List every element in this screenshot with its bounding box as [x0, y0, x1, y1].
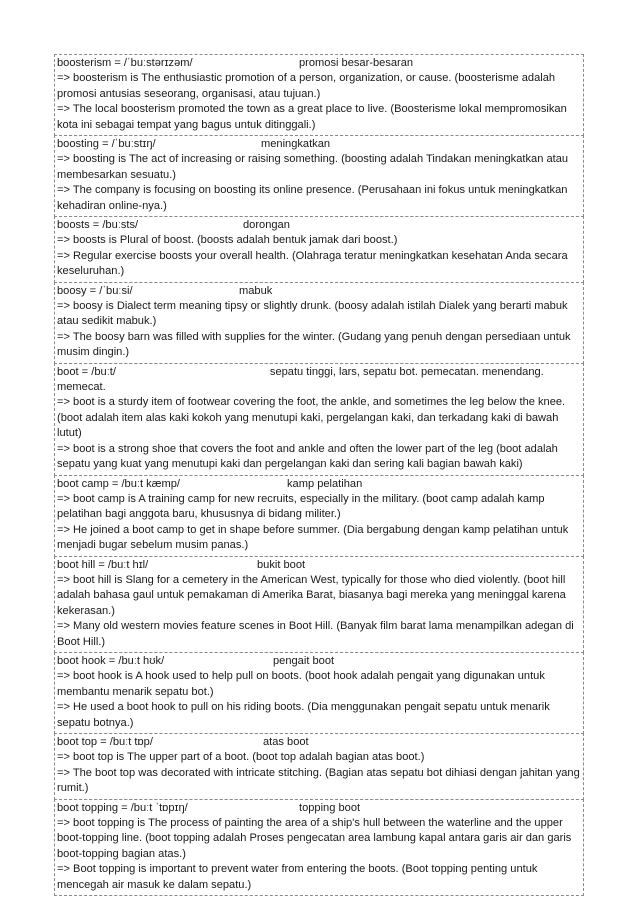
entry-gloss: kamp pelatihan [287, 477, 363, 490]
entry-gloss: dorongan [243, 219, 290, 232]
dictionary-entry [54, 652, 584, 734]
entry-definition: => boosy is Dialect term meaning tipsy or slightly drunk. (boosy adalah istilah Dialek yang berarti mabuk atau sedikit mabuk.) [57, 300, 568, 328]
dictionary-entry [54, 363, 584, 476]
entry-definition: => boosts is Plural of boost. (boosts adalah bentuk jamak dari boost.) [57, 234, 398, 247]
entry-headline [57, 558, 581, 573]
entry-headline [57, 218, 581, 233]
dictionary-entry [54, 556, 584, 653]
entry-gloss: pengait boot [273, 654, 335, 667]
entry-definition: => boot camp is A training camp for new recruits, especially in the military. (boot camp adalah kamp pelatihan bagi anggota baru, khususnya di bidang militer.) [57, 492, 545, 521]
dictionary-entry [54, 475, 584, 557]
dictionary-entry [54, 733, 584, 800]
entry-example: => The local boosterism promoted the town as a great place to live. (Boosterisme lokal mempromosikan kota ini sebagai tempat yang bagus untuk ditinggali.) [57, 103, 567, 131]
entry-headword: boot hill = /buːt hɪl/ [57, 558, 149, 571]
entry-definition: => boot hook is A hook used to help pull on boots. (boot hook adalah pengait yang digunakan untuk membantu menarik sepatu bot.) [57, 670, 545, 698]
dictionary-page [54, 55, 584, 896]
entry-gloss: promosi besar-besaran [299, 57, 414, 69]
entry-example: => The boosy barn was filled with supplies for the winter. (Gudang yang penuh dengan persediaan untuk musim dingin.) [57, 330, 571, 359]
entry-definition: => boosterism is The enthusiastic promotion of a person, organization, or cause. (boosterisme adalah promosi antusias seseorang, organisasi, atau tujuan.) [57, 72, 556, 100]
entry-headline [57, 477, 581, 492]
entry-example: => Regular exercise boosts your overall health. (Olahraga teratur meningkatkan kesehatan Anda secara keseluruhan.) [57, 249, 568, 278]
entry-gloss: bukit boot [257, 558, 306, 571]
dictionary-entry [54, 135, 584, 217]
entry-gloss: meningkatkan [261, 138, 331, 151]
entry-definition: => boot hill is Slang for a cemetery in the American West, typically for those who died violently. (boot hill adalah bahasa gaul untuk pemakaman di Amerika Barat, biasanya bagi mereka yang meninggal karena kekerasan.) [57, 573, 566, 617]
entry-headword: boosterism = /ˈbuːstərɪzəm/ [57, 57, 193, 69]
dictionary-entry [54, 799, 584, 896]
entry-example: => The company is focusing on boosting its online presence. (Perusahaan ini fokus untuk meningkatkan kehadiran online-nya.) [57, 184, 568, 212]
entry-headword: boosts = /buːsts/ [57, 219, 139, 232]
entry-gloss: mabuk [239, 284, 273, 297]
entry-headword: boot hook = /buːt hʊk/ [57, 654, 165, 667]
entry-gloss: sepatu tinggi, lars, sepatu bot. pemecatan. menendang. memecat. [57, 365, 544, 394]
entry-headline [57, 365, 581, 396]
entry-example: => Boot topping is important to prevent water from entering the boots. (Boot topping penting untuk mencegah air masuk ke dalam sepatu.) [57, 863, 538, 891]
entry-gloss: atas boot [263, 735, 309, 748]
entry-example: => He joined a boot camp to get in shape before summer. (Dia bergabung dengan kamp pelatihan untuk menjadi bugar sebelum musim panas.) [57, 523, 569, 552]
entry-headline [57, 735, 581, 750]
entry-headword: boot topping = /buːt ˈtɒpɪŋ/ [57, 801, 188, 814]
entry-headline [57, 801, 581, 816]
dictionary-entry [54, 216, 584, 283]
dictionary-entry [54, 282, 584, 364]
entry-headline [57, 654, 581, 669]
entry-example: => He used a boot hook to pull on his riding boots. (Dia menggunakan pengait sepatu untuk menarik sepatu botnya.) [57, 701, 550, 729]
entry-headword: boot camp = /buːt kæmp/ [57, 477, 181, 490]
entry-headline [57, 56, 581, 71]
entry-example: => boot is a strong shoe that covers the foot and ankle and often the lower part of the leg (boot adalah sepatu yang kuat yang menutupi kaki dan pergelangan kaki dan sering kali bagian bawah kaki) [57, 442, 558, 471]
entry-gloss: topping boot [299, 801, 361, 814]
entry-definition: => boot is a sturdy item of footwear covering the foot, the ankle, and sometimes the leg below the knee. (boot adalah item alas kaki kokoh yang menutupi kaki, pergelangan kaki, dan terkadang kaki di bawah lutut) [57, 396, 566, 440]
entry-example: => Many old western movies feature scenes in Boot Hill. (Banyak film barat lama menampilkan adegan di Boot Hill.) [57, 620, 574, 648]
entry-definition: => boot top is The upper part of a boot. (boot top adalah bagian atas boot.) [57, 751, 425, 764]
entry-headline [57, 137, 581, 152]
entry-headword: boosy = /ˈbuːsi/ [57, 284, 133, 297]
entry-headline [57, 284, 581, 299]
entry-definition: => boot topping is The process of painting the area of a ship's hull between the waterline and the upper boot-topping line. (boot topping adalah Proses pengecatan area lambung kapal antara garis air dan garis boot-topping bagian atas.) [57, 816, 572, 860]
dictionary-entry [54, 54, 584, 136]
entry-headword: boot = /buːt/ [57, 365, 116, 378]
entry-headword: boot top = /buːt tɒp/ [57, 735, 153, 748]
entry-definition: => boosting is The act of increasing or raising something. (boosting adalah Tindakan meningkatkan atau membesarkan sesuatu.) [57, 153, 569, 181]
entry-example: => The boot top was decorated with intricate stitching. (Bagian atas sepatu bot dihiasi dengan jahitan yang rumit.) [57, 766, 580, 795]
entry-headword: boosting = /ˈbuːstɪŋ/ [57, 138, 156, 151]
